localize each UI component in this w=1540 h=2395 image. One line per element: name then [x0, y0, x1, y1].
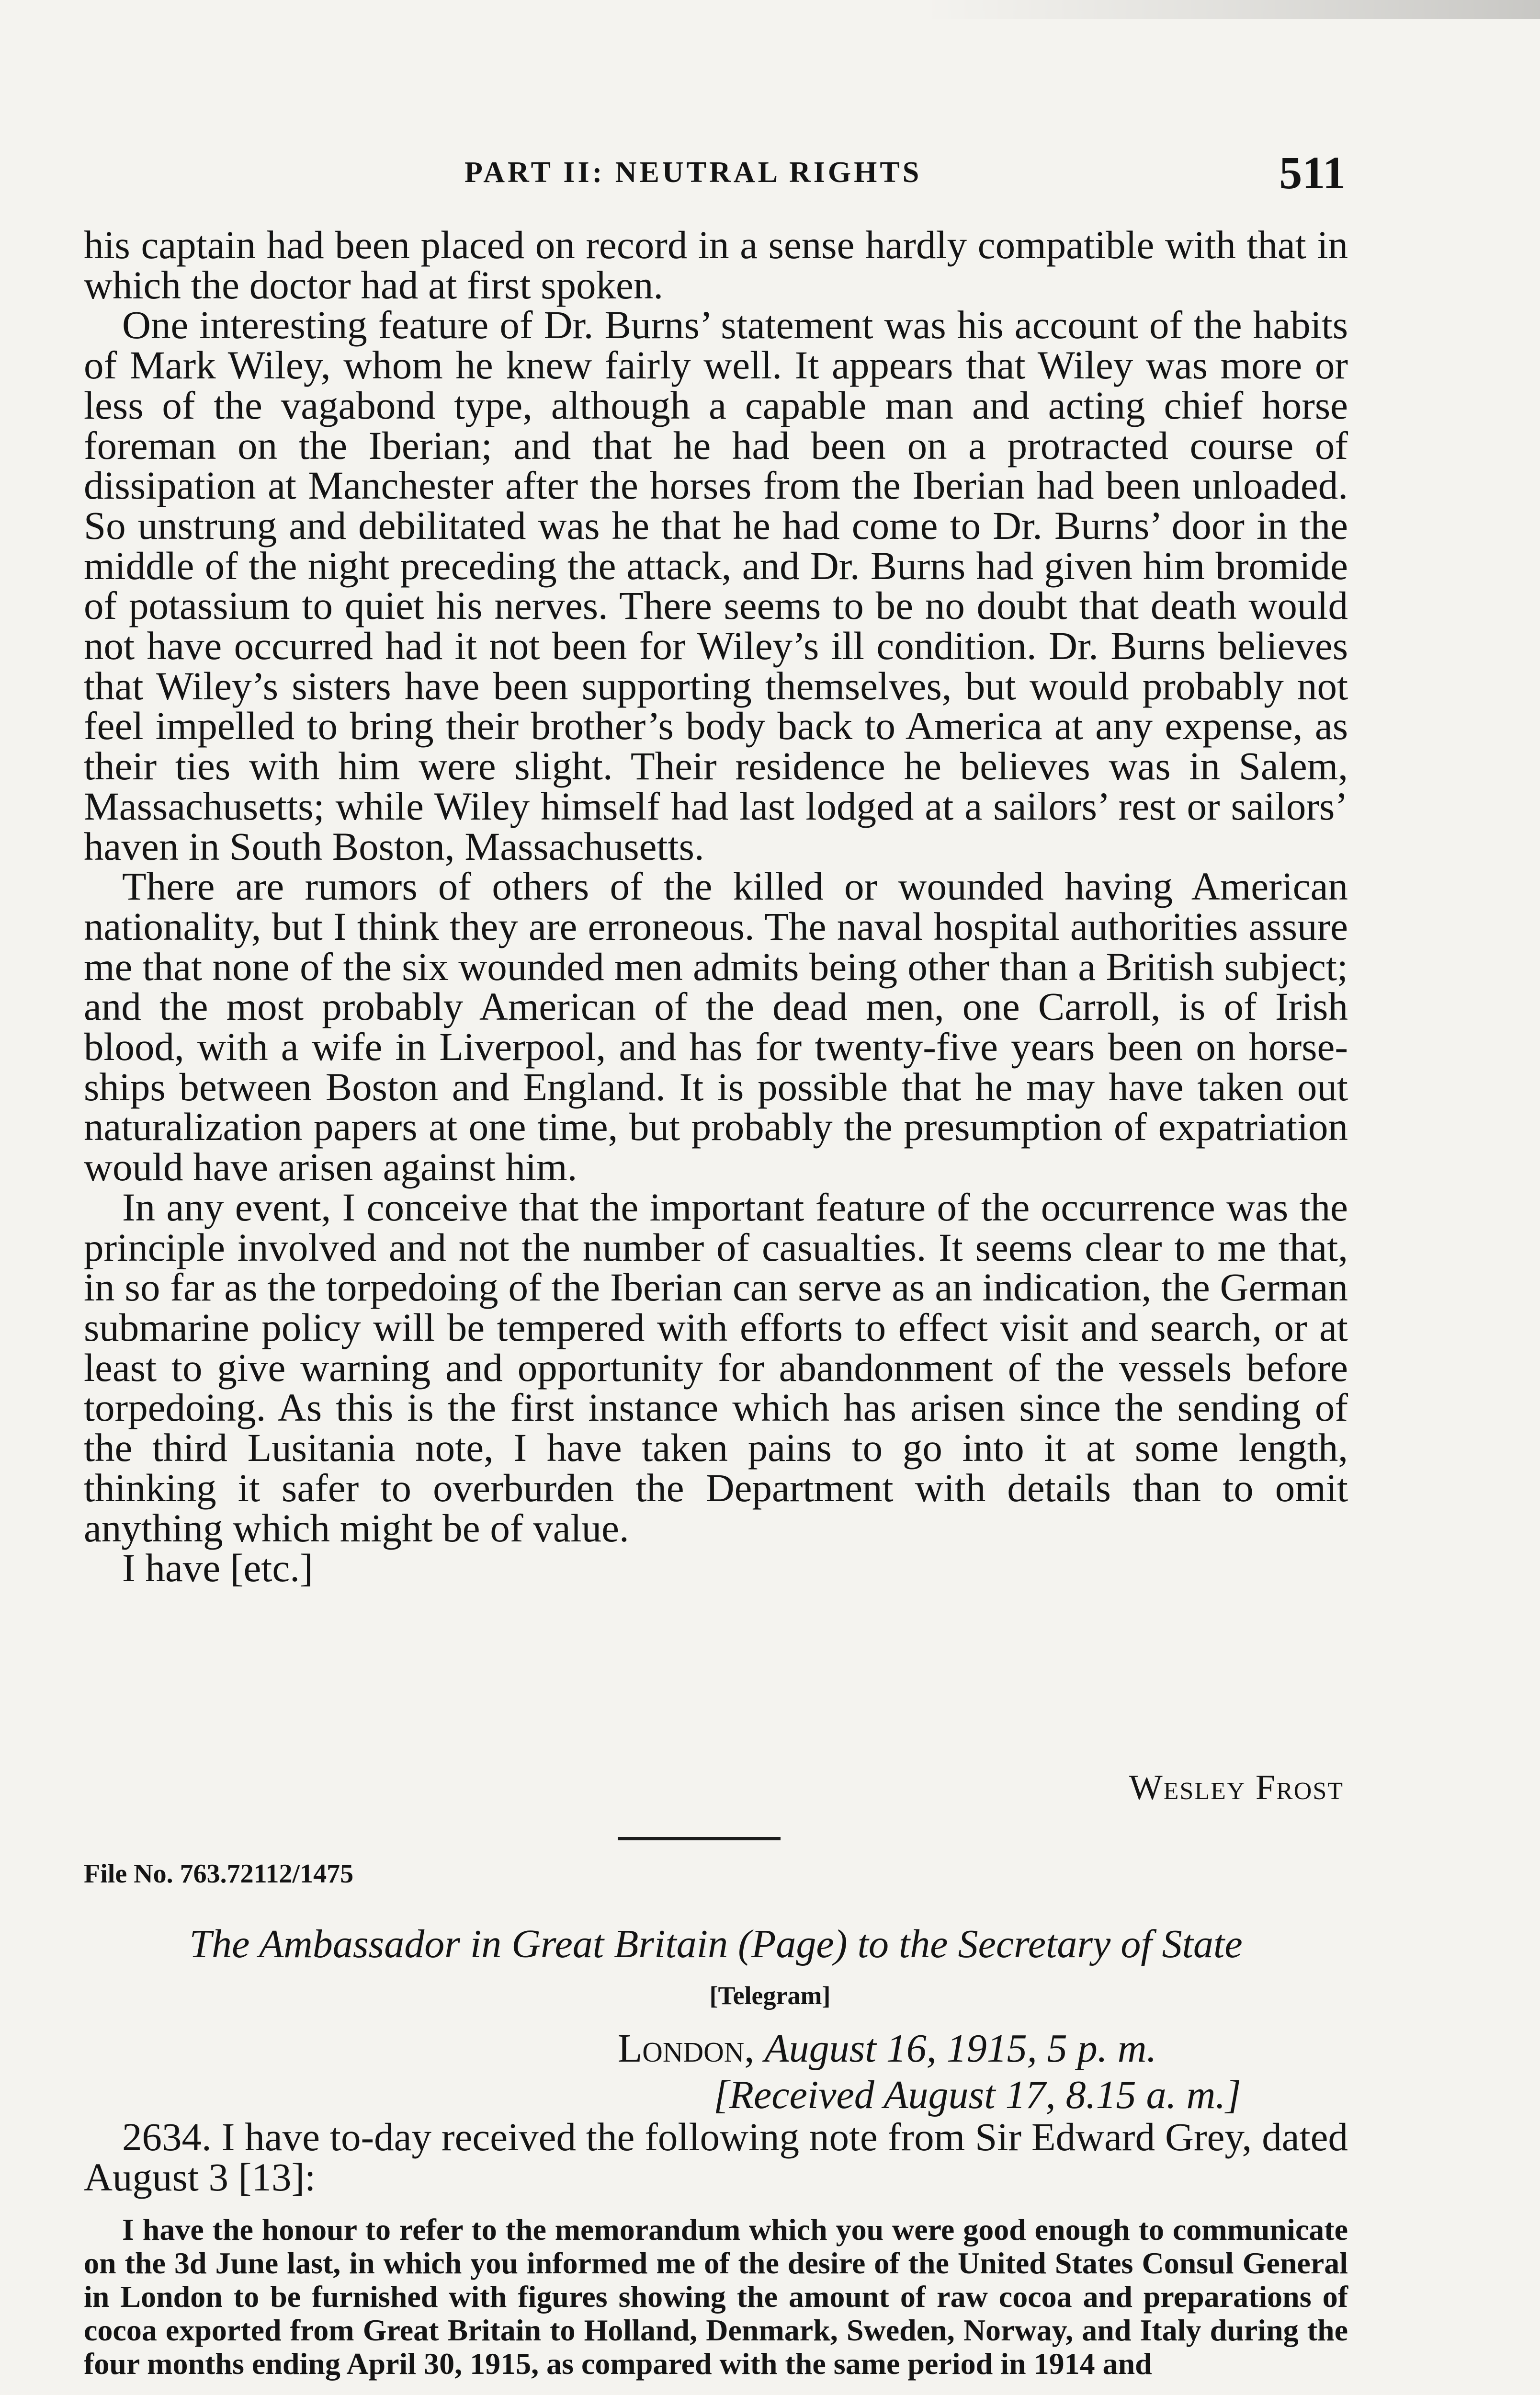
page-number: 511 — [1279, 147, 1346, 198]
page-edge-shadow — [0, 0, 1540, 19]
document-title: The Ambassador in Great Britain (Page) to the Secretary of State — [189, 1922, 1243, 1966]
paragraph-2: One interesting feature of Dr. Burns’ statement was his account of the habits of Mark Wiley, whom he knew fairly well. It appears that Wiley was more or less of the vagabond type, although a capable man and acting chief horse foreman on the Iberian; and that he had been on a protracted course of dissipation at Manchester after the horses from the Iberian had been unloaded. So unstrung and debilitated was he that he had come to Dr. Burns’ door in the middle of the night preceding the attack, and Dr. Burns had given him bromide of potassium to quiet his nerves. There seems to be no doubt that death would not have occurred had it not been for Wiley’s ill condition. Dr. Burns believes that Wiley’s sisters have been supporting themselves, but would probably not feel impelled to bring their brother’s body back to America at any expense, as their ties with him were slight. Their residence he believes was in Salem, Massachusetts; while Wiley himself had last lodged at a sailors’ rest or sailors’ haven in South Boston, Massachusetts. — [84, 303, 1348, 868]
received-line: [Received August 17, 8.15 a. m.] — [713, 2073, 1241, 2117]
telegram-label: [Telegram] — [709, 1981, 831, 2010]
paragraph-1: his captain had been placed on record in a sense hardly compatible with that in which the doctor had at first spoken. — [84, 223, 1348, 307]
section-divider — [618, 1837, 781, 1840]
dateline-place: London, — [618, 2026, 755, 2071]
dateline — [618, 2026, 1157, 2071]
letter-body — [84, 225, 1348, 1588]
file-number: File No. 763.72112/1475 — [84, 1859, 354, 1889]
telegram-body: 2634. I have to-day received the following note from Sir Edward Grey, dated August 3 [13]: — [84, 2115, 1348, 2199]
paragraph-4: In any event, I conceive that the important feature of the occurrence was the principle involved and not the number of casualties. It seems clear to me that, in so far as the torpedoing of the Iberian can serve as an indication, the German submarine policy will be tempered with efforts to effect visit and search, or at least to give warning and opportunity for abandonment of the vessels before torpedoing. As this is the first instance which has arisen since the sending of the third Lusitania note, I have taken pains to go into it at some length, thinking it safer to overburden the Department with details than to omit anything which might be of value. — [84, 1185, 1348, 1550]
dateline-date: August 16, 1915, 5 p. m. — [764, 2026, 1157, 2071]
closing-line: I have [etc.] — [122, 1546, 313, 1590]
signature: Wesley Frost — [1129, 1768, 1344, 1807]
paragraph-3: There are rumors of others of the killed or wounded having American nationality, but I think they are erroneous. The naval hospital authorities assure me that none of the six wounded men admits being other than a British subject; and the most probably American of the dead men, one Carroll, is of Irish blood, with a wife in Liverpool, and has for twenty-five years been on horse-ships between Boston and England. It is possible that he may have taken out naturalization papers at one time, but probably the presumption of expatriation would have arisen against him. — [84, 864, 1348, 1189]
page-header — [120, 147, 1346, 213]
running-head: PART II: NEUTRAL RIGHTS — [464, 156, 922, 189]
quoted-note: I have the honour to refer to the memorandum which you were good enough to communicate on the 3d June last, in which you informed me of the desire of the United States Consul General in London to be furnished with figures showing the amount of raw cocoa and preparations of cocoa exported from Great Britain to Holland, Denmark, Sweden, Norway, and Italy during the four months ending April 30, 1915, as compared with the same period in 1914 and — [84, 2213, 1348, 2381]
